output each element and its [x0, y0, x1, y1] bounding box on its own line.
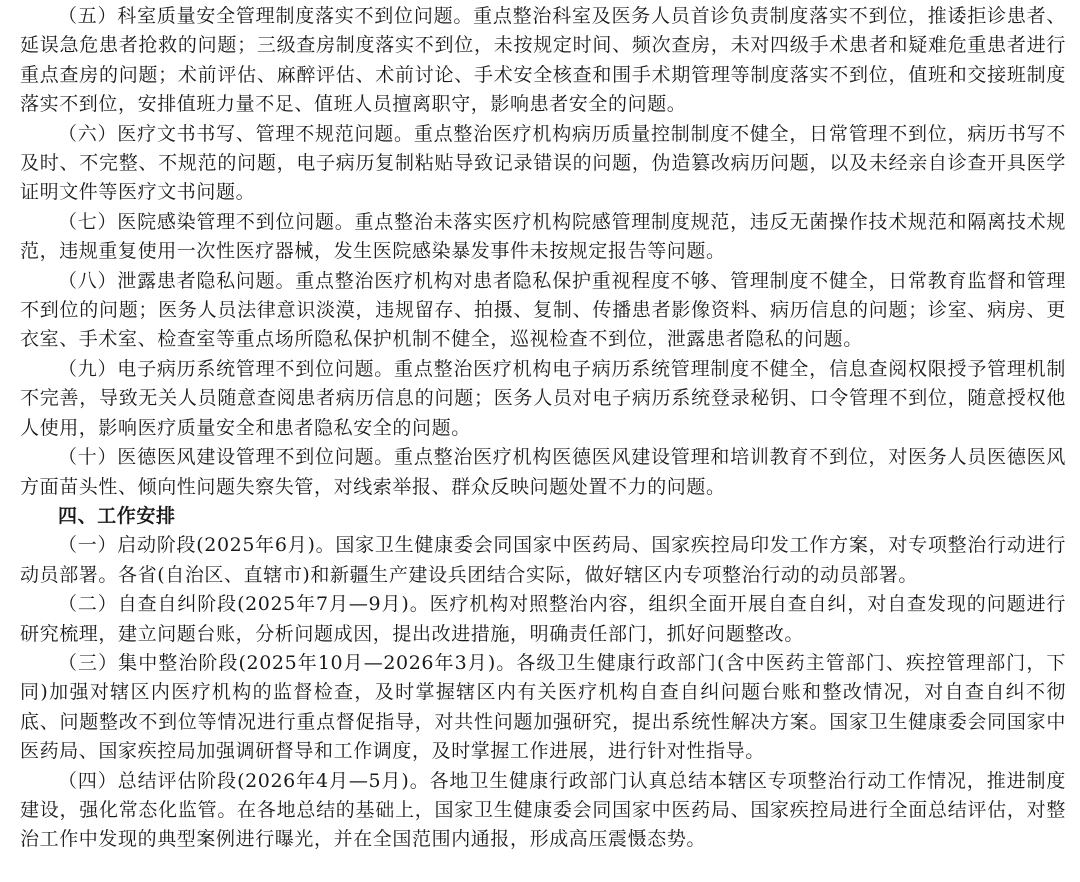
paragraph-patient-privacy: （八）泄露患者隐私问题。重点整治医疗机构对患者隐私保护重视程度不够、管理制度不健全，日常教育监督和管理不到位的问题；医务人员法律意识淡漠，违规留存、拍摄、复制、传播患者影像资料、病历信息的问题；诊室、病房、更衣室、手术室、检查室等重点场所隐私保护机制不健全，巡视检查不到位，泄露患者隐私的问题。 — [20, 269, 1066, 351]
paragraph-medical-ethics: （十）医德医风建设管理不到位问题。重点整治医疗机构医德医风建设管理和培训教育不到位，对医务人员医德医风方面苗头性、倾向性问题失察失管，对线索举报、群众反映问题处置不力的问题。 — [20, 446, 1066, 498]
paragraph-medical-records: （六）医疗文书书写、管理不规范问题。重点整治医疗机构病历质量控制制度不健全，日常管理不到位，病历书写不及时、不完整、不规范的问题，电子病历复制粘贴导致记录错误的问题，伪造篡改病历问题，以及未经亲自诊查开具医学证明文件等医疗文书问题。 — [20, 122, 1066, 204]
paragraph-self-inspection-stage: （二）自查自纠阶段(2025年7月—9月)。医疗机构对照整治内容，组织全面开展自查自纠，对自查发现的问题进行研究梳理，建立问题台账，分析问题成因，提出改进措施，明确责任部门，抓好问题整改。 — [20, 593, 1066, 645]
paragraph-launch-stage: （一）启动阶段(2025年6月)。国家卫生健康委会同国家中医药局、国家疾控局印发工作方案，对专项整治行动进行动员部署。各省(自治区、直辖市)和新疆生产建设兵团结合实际，做好辖区内专项整治行动的动员部署。 — [20, 534, 1066, 586]
paragraph-emr-system: （九）电子病历系统管理不到位问题。重点整治医疗机构电子病历系统管理制度不健全，信息查阅权限授予管理机制不完善，导致无关人员随意查阅患者病历信息的问题；医务人员对电子病历系统登录秘钥、口令管理不到位，随意授权他人使用，影响医疗质量安全和患者隐私安全的问题。 — [20, 357, 1066, 439]
paragraph-quality-safety: （五）科室质量安全管理制度落实不到位问题。重点整治科室及医务人员首诊负责制度落实不到位，推诿拒诊患者、延误急危患者抢救的问题；三级查房制度落实不到位，未按规定时间、频次查房，未对四级手术患者和疑难危重患者进行重点查房的问题；术前评估、麻醉评估、术前讨论、手术安全核查和围手术期管理等制度落实不到位，值班和交接班制度落实不到位，安排值班力量不足、值班人员擅离职守，影响患者安全的问题。 — [20, 5, 1066, 116]
section-heading-work-arrangement: 四、工作安排 — [58, 504, 176, 527]
paragraph-centralized-rectification-stage: （三）集中整治阶段(2025年10月—2026年3月)。各级卫生健康行政部门(含中医药主管部门、疾控管理部门，下同)加强对辖区内医疗机构的监督检查，及时掌握辖区内有关医疗机构自查自纠问题台账和整改情况，对自查自纠不彻底、问题整改不到位等情况进行重点督促指导，对共性问题加强研究，提出系统性解决方案。国家卫生健康委会同国家中医药局、国家疾控局加强调研督导和工作调度，及时掌握工作进展，进行针对性指导。 — [20, 651, 1066, 763]
paragraph-summary-evaluation-stage: （四）总结评估阶段(2026年4月—5月)。各地卫生健康行政部门认真总结本辖区专项整治行动工作情况，推进制度建设，强化常态化监管。在各地总结的基础上，国家卫生健康委会同国家中医药局、国家疾控局进行全面总结评估，对整治工作中发现的典型案例进行曝光，并在全国范围内通报，形成高压震慑态势。 — [20, 769, 1066, 851]
paragraph-infection-control: （七）医院感染管理不到位问题。重点整治未落实医疗机构院感管理制度规范，违反无菌操作技术规范和隔离技术规范，违规重复使用一次性医疗器械，发生医院感染暴发事件未按规定报告等问题。 — [20, 210, 1066, 263]
